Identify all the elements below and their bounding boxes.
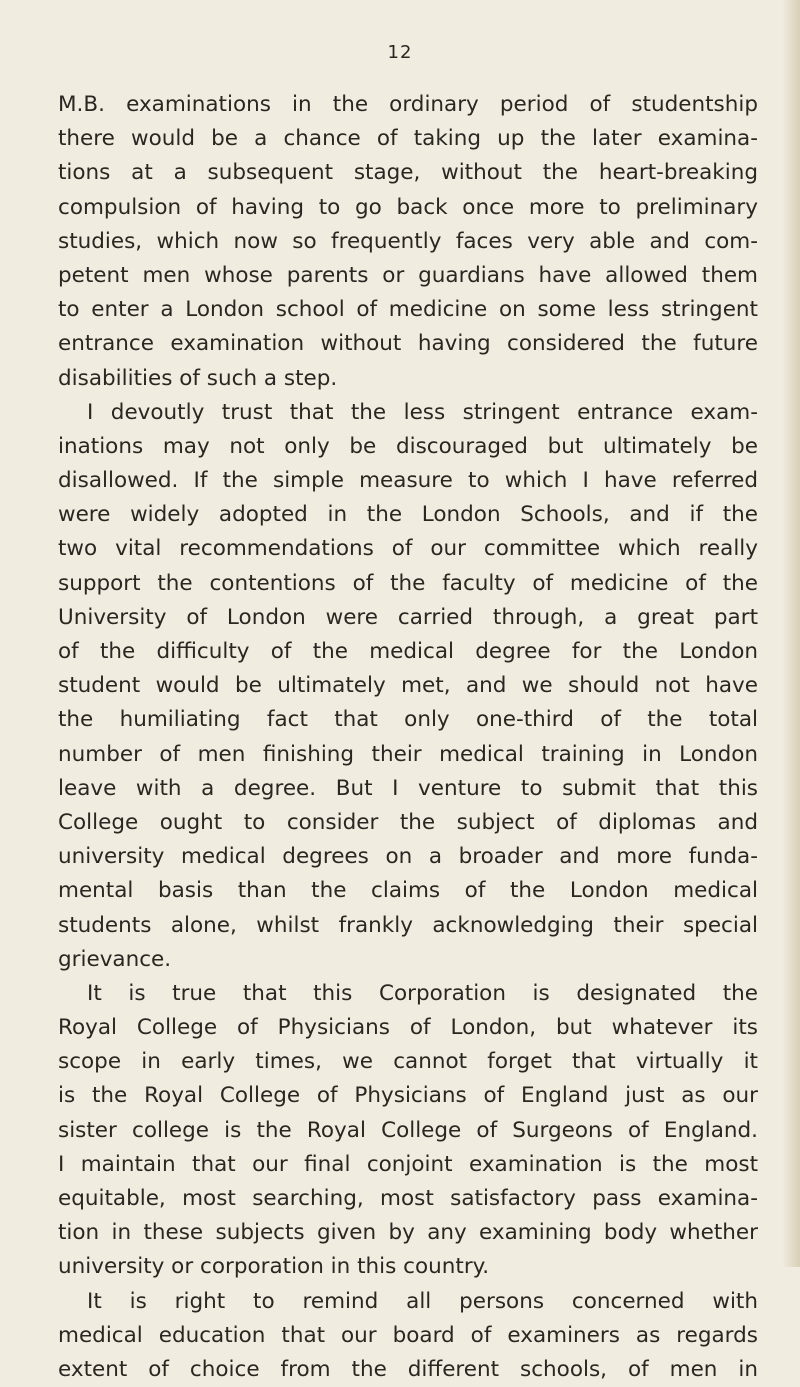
text-line: to enter a London school of medicine on some less stringent (58, 297, 758, 323)
text-line: mental basis than the claims of the London medical (58, 878, 758, 904)
text-line: College ought to consider the subject of diplomas and (58, 809, 758, 835)
text-line: equitable, most searching, most satisfactory pass examina- (58, 1186, 758, 1211)
text-line: tion in these subjects given by any examining body whether (58, 1220, 758, 1246)
text-line: extent of choice from the different schools, of men in (58, 1356, 758, 1382)
text-line: two vital recommendations of our committee which really (58, 536, 758, 562)
text-line: is the Royal College of Physicians of England just as our (58, 1083, 758, 1109)
text-line: disabilities of such a step. (58, 365, 338, 391)
text-line: studies, which now so frequently faces very able and com- (58, 228, 758, 254)
text-line: inations may not only be discouraged but ultimately be (58, 433, 758, 459)
text-line: support the contentions of the faculty of medicine of the (58, 570, 758, 596)
body-text (58, 88, 758, 1387)
text-line: University of London were carried through, a great part (58, 604, 758, 630)
text-line: university or corporation in this country. (58, 1254, 490, 1280)
text-line: university medical degrees on a broader and more funda- (58, 844, 758, 870)
page-number: 12 (387, 42, 413, 63)
text-line: students alone, whilst frankly acknowledging their special (58, 912, 758, 938)
text-line: scope in early times, we cannot forget that virtually it (58, 1049, 758, 1075)
page-edge-shadow (782, 0, 800, 1267)
text-line: It is true that this Corporation is designated the (87, 980, 758, 1006)
text-line: of the difficulty of the medical degree for the London (58, 639, 758, 664)
text-line: entrance examination without having considered the future (58, 331, 758, 357)
text-line: medical education that our board of examiners as regards (58, 1322, 758, 1348)
text-line: student would be ultimately met, and we should not have (58, 673, 758, 699)
text-line: were widely adopted in the London Schools, and if the (58, 502, 758, 528)
text-line: number of men finishing their medical training in London (58, 741, 758, 767)
text-line: I devoutly trust that the less stringent entrance exam- (87, 399, 758, 425)
text-line: sister college is the Royal College of Surgeons of England. (58, 1117, 758, 1143)
text-line: petent men whose parents or guardians have allowed them (58, 262, 758, 288)
text-line: tions at a subsequent stage, without the heart-breaking (58, 160, 758, 186)
text-line: M.B. examinations in the ordinary period of studentship (58, 92, 758, 117)
text-line: grievance. (58, 946, 172, 972)
text-line: Royal College of Physicians of London, but whatever its (58, 1015, 758, 1041)
text-line: I maintain that our final conjoint examination is the most (58, 1151, 758, 1177)
text-line: disallowed. If the simple measure to which I have referred (58, 468, 758, 494)
text-line: compulsion of having to go back once more to preliminary (58, 194, 758, 220)
text-line: the humiliating fact that only one-third of the total (58, 707, 758, 733)
text-line: leave with a degree. But I venture to submit that this (58, 775, 758, 801)
text-line: there would be a chance of taking up the later examina- (58, 126, 758, 152)
text-line: It is right to remind all persons concerned with (87, 1288, 758, 1314)
